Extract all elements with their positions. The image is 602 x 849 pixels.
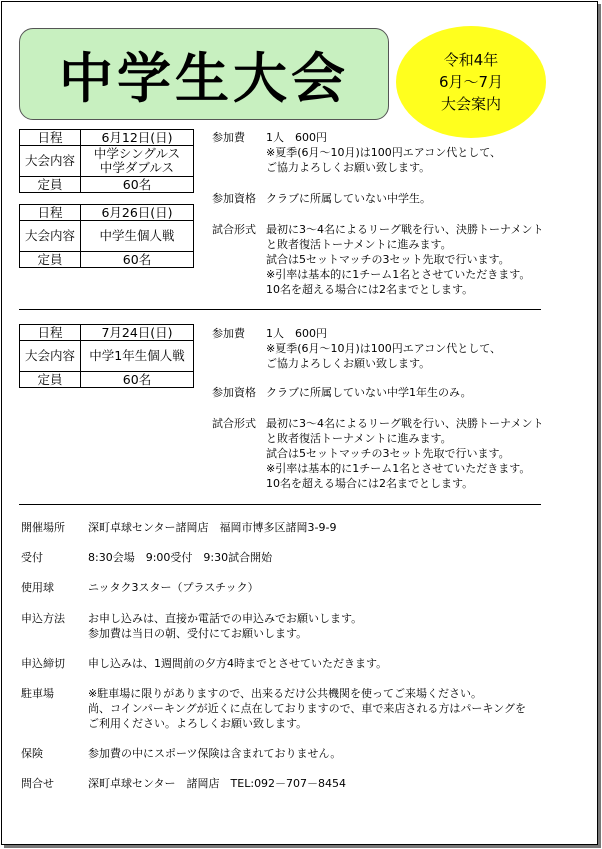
event-content — [81, 221, 194, 252]
format-line: と敗者復活トーナメントに進みます。 — [266, 432, 452, 445]
format-line: 試合は5セットマッチの3セット先取で行います。 — [266, 253, 510, 266]
reception-text: 8:30会場 9:00受付 9:30試合開始 — [88, 551, 273, 564]
page-title — [19, 28, 389, 120]
date-label: 日程 — [20, 205, 81, 221]
apply-line: 参加費は当日の朝、受付にてお願いします。 — [88, 627, 308, 640]
venue-label: 開催場所 — [21, 521, 65, 534]
content-label: 大会内容 — [20, 146, 81, 177]
period-badge — [396, 26, 546, 138]
date-label: 日程 — [20, 130, 81, 146]
format-line: 試合は5セットマッチの3セット先取で行います。 — [266, 447, 510, 460]
contact-label: 問合せ — [21, 777, 54, 790]
date-label: 日程 — [20, 325, 81, 341]
format-line: 最初に3～4名によるリーグ戦を行い、決勝トーナメント — [266, 223, 544, 236]
fee-line: ※夏季(6月～10月)は100円エアコン代として、 — [266, 146, 502, 159]
format-line: ※引率は基本的に1チーム1名とさせていただきます。 — [266, 462, 531, 475]
deadline-text: 申し込みは、1週間前の夕方4時までとさせていただきます。 — [88, 657, 388, 670]
qualification-label: 参加資格 — [212, 192, 256, 205]
venue-text: 深町卓球センター諸岡店 福岡市博多区諸岡3-9-9 — [88, 521, 337, 534]
parking-label: 駐車場 — [21, 687, 54, 700]
apply-label: 申込方法 — [21, 612, 65, 625]
ball-text: ニッタク3スター（プラスチック） — [88, 581, 259, 594]
apply-line: お申し込みは、直接か電話での申込みでお願いします。 — [88, 612, 363, 625]
fee-line: ※夏季(6月～10月)は100円エアコン代として、 — [266, 342, 502, 355]
fee-line: 1人 600円 — [266, 327, 327, 340]
format-line: 10名を超える場合には2名までとします。 — [266, 477, 474, 490]
reception-label: 受付 — [21, 551, 43, 564]
format-line: ※引率は基本的に1チーム1名とさせていただきます。 — [266, 268, 531, 281]
deadline-label: 申込締切 — [21, 657, 65, 670]
event-date: 6月26日(日) — [81, 205, 194, 221]
qualification-text: クラブに所属していない中学1年生のみ。 — [266, 386, 472, 399]
apply-text — [88, 611, 362, 641]
capacity-label: 定員 — [20, 252, 81, 268]
badge-caption: 大会案内 — [440, 95, 501, 113]
event-table-1 — [19, 129, 194, 193]
fee-line: ご協力よろしくお願い致します。 — [266, 161, 431, 174]
badge-year: 令和4年 — [443, 51, 499, 69]
format-line: と敗者復活トーナメントに進みます。 — [266, 238, 452, 251]
event-date: 7月24日(日) — [81, 325, 194, 341]
event-capacity: 60名 — [81, 177, 194, 193]
parking-line: ※駐車場に限りがありますので、出来るだけ公共機関を使ってご来場ください。 — [88, 687, 482, 700]
event-date: 6月12日(日) — [81, 130, 194, 146]
divider — [19, 309, 541, 310]
content-label: 大会内容 — [20, 221, 81, 252]
capacity-label: 定員 — [20, 177, 81, 193]
content-label: 大会内容 — [20, 341, 81, 372]
parking-line: 尚、コインパーキングが近くに点在しておりますので、車で来店される方はパーキングを — [88, 702, 527, 715]
capacity-label: 定員 — [20, 372, 81, 388]
format-line: 10名を超える場合には2名までとします。 — [266, 283, 474, 296]
content-line: 中学生個人戦 — [99, 228, 175, 243]
parking-line: ご利用ください。よろしくお願い致します。 — [88, 717, 308, 730]
format-label: 試合形式 — [212, 417, 256, 430]
insurance-label: 保険 — [21, 747, 43, 760]
format-text — [266, 222, 544, 297]
format-label: 試合形式 — [212, 223, 256, 236]
fee-line: ご協力よろしくお願い致します。 — [266, 357, 431, 370]
fee-line: 1人 600円 — [266, 131, 327, 144]
event-capacity: 60名 — [81, 372, 194, 388]
divider — [19, 504, 541, 505]
event-content — [81, 341, 194, 372]
content-line: 中学シングルス — [93, 146, 181, 161]
format-line: 最初に3～4名によるリーグ戦を行い、決勝トーナメント — [266, 417, 544, 430]
format-text — [266, 416, 544, 491]
insurance-text: 参加費の中にスポーツ保険は含まれておりません。 — [88, 747, 342, 760]
event-capacity: 60名 — [81, 252, 194, 268]
content-line: 中学ダブルス — [99, 160, 175, 175]
fee-label: 参加費 — [212, 131, 245, 144]
event-table-3 — [19, 324, 194, 388]
content-line: 中学1年生個人戦 — [89, 348, 185, 363]
event-table-2 — [19, 204, 194, 268]
badge-months: 6月～7月 — [438, 73, 504, 91]
parking-text — [88, 686, 526, 731]
title-text: 中学生大会 — [59, 46, 349, 110]
contact-text: 深町卓球センター 諸岡店 TEL:092－707－8454 — [88, 777, 347, 790]
qualification-label: 参加資格 — [212, 386, 256, 399]
qualification-text: クラブに所属していない中学生。 — [266, 192, 431, 205]
ball-label: 使用球 — [21, 581, 54, 594]
fee-text — [266, 130, 501, 175]
event-content — [81, 146, 194, 177]
fee-label: 参加費 — [212, 327, 245, 340]
fee-text — [266, 326, 501, 371]
